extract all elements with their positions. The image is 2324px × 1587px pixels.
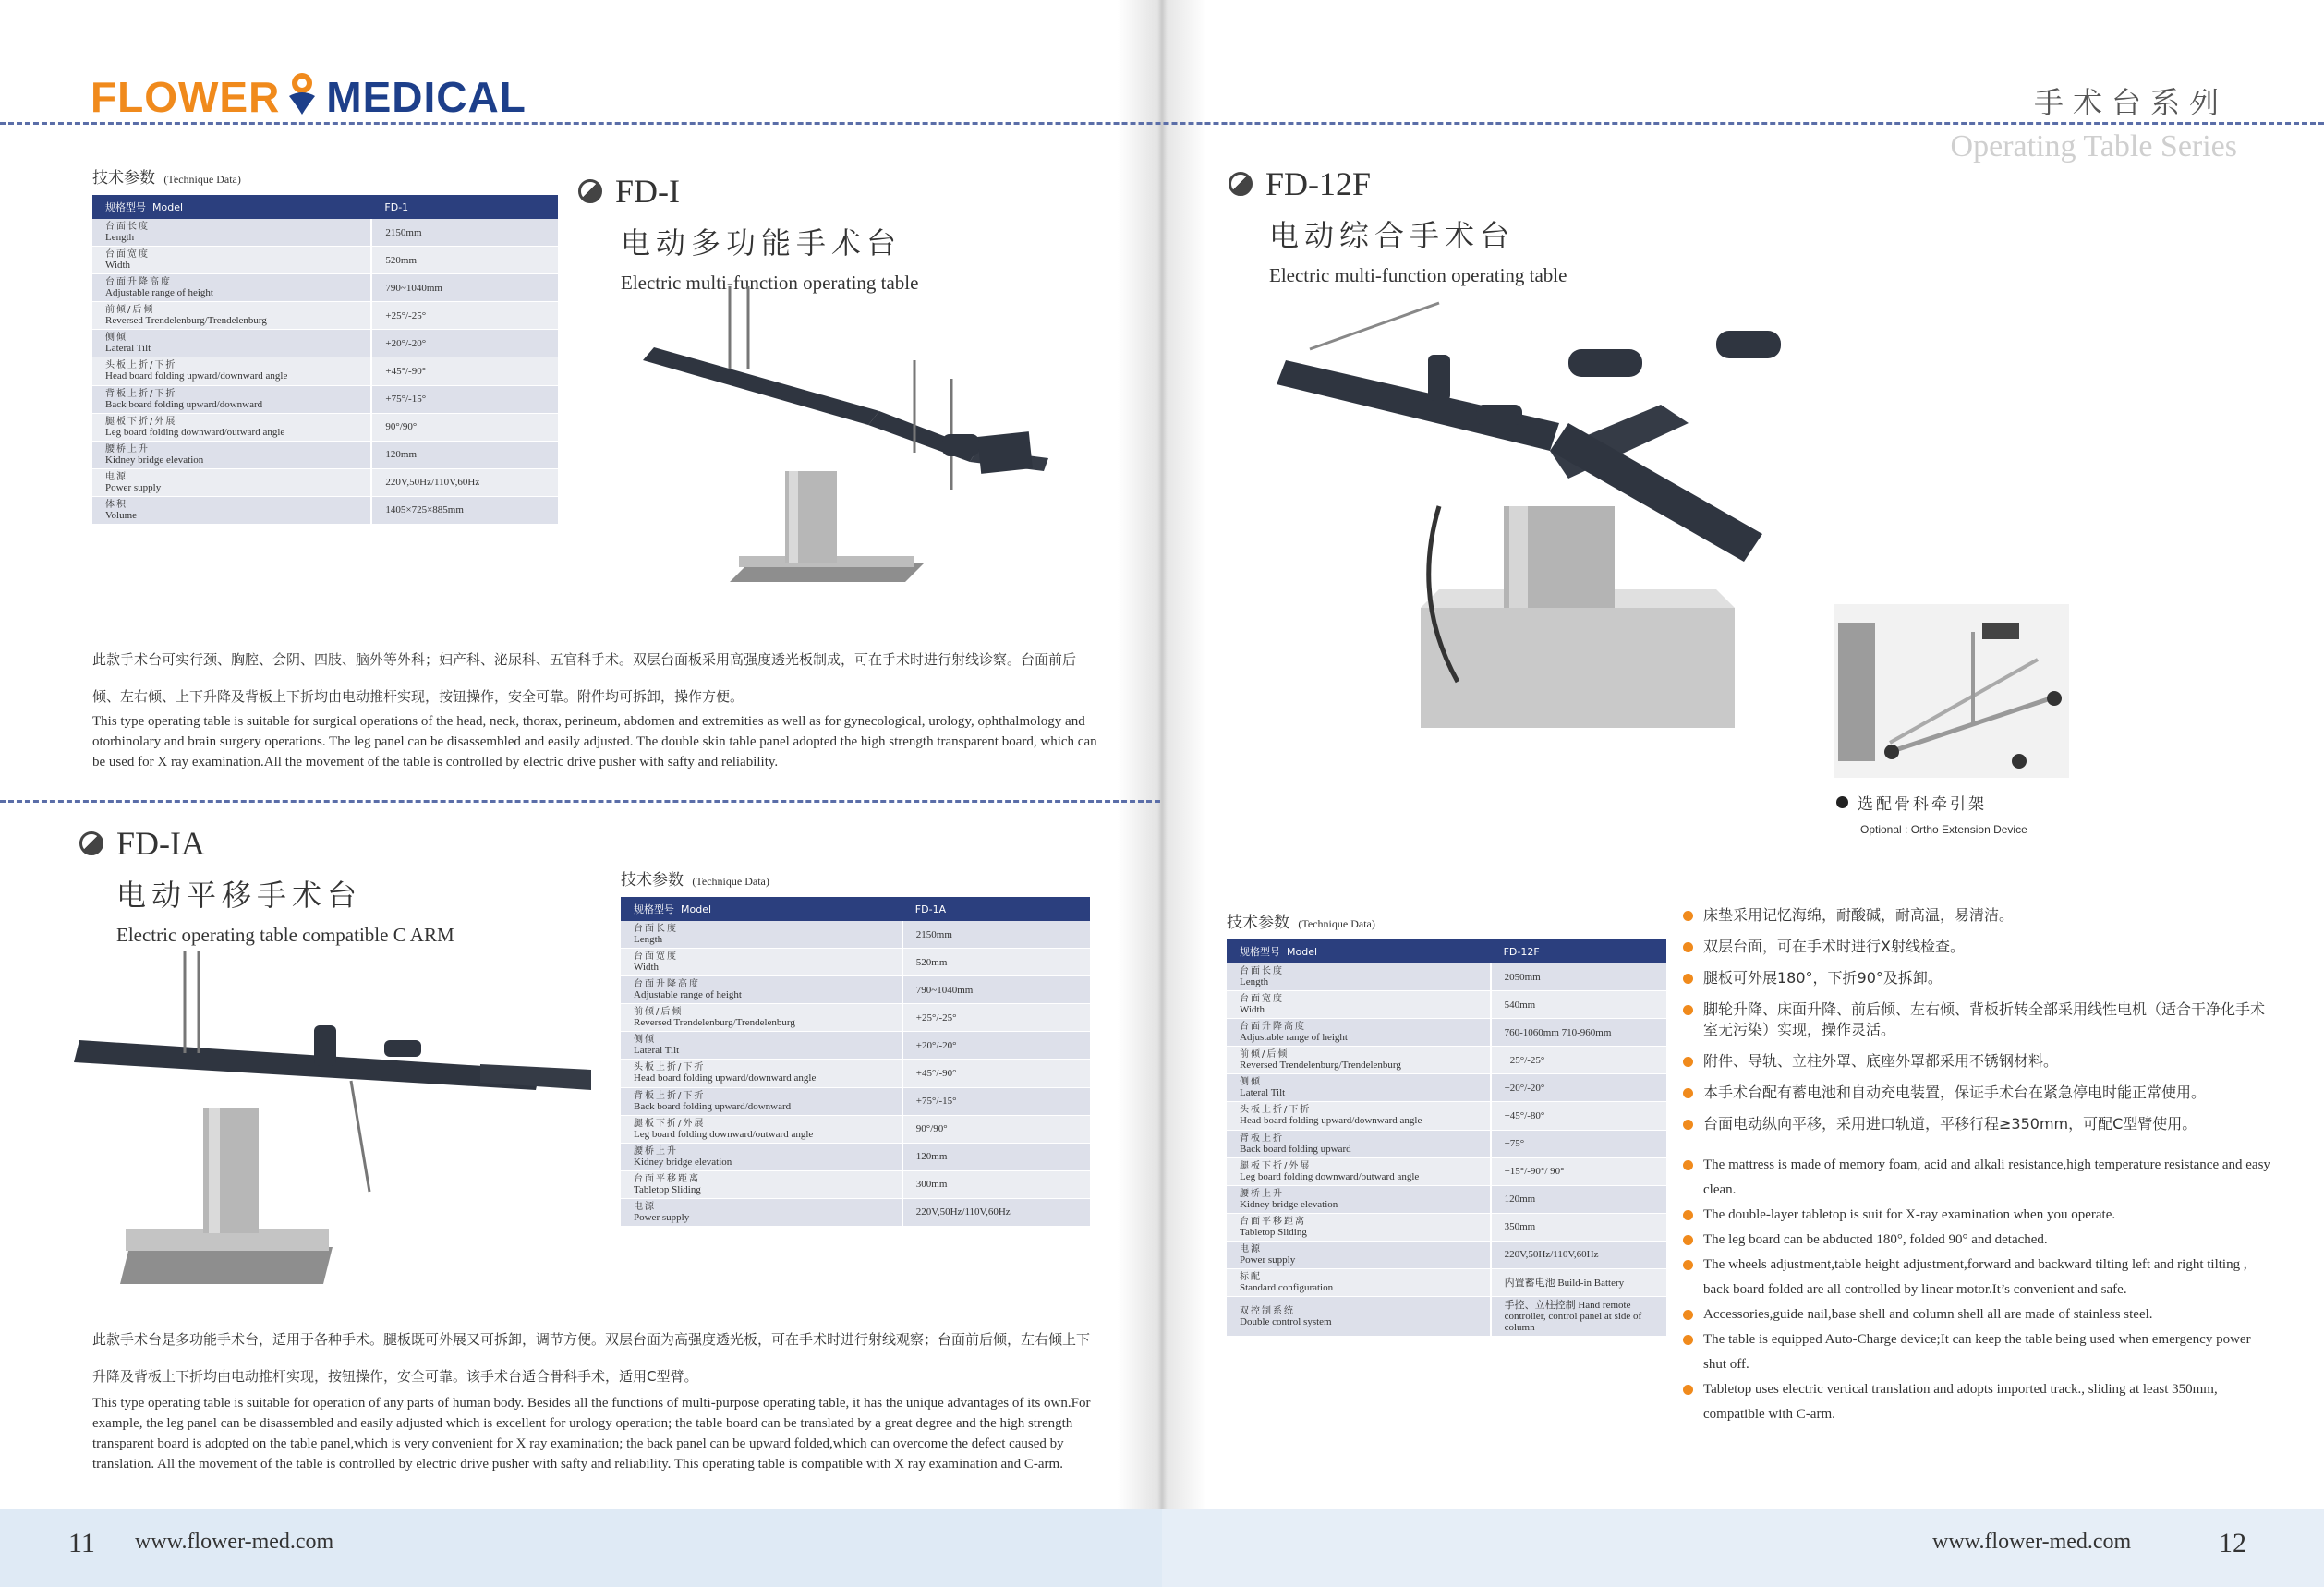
spec-row [621,1004,1090,1032]
fd1-spec-header-value: FD-1 [371,195,558,219]
spec-label-cn: 背板上折/下折 [634,1090,706,1101]
fd12f-name-cn: 电动综合手术台 [1269,218,1516,253]
spec-row [1227,1102,1666,1130]
right-footer-band [1162,1509,2324,1587]
spec-row [1227,1297,1666,1337]
spec-label-cn: 电源 [634,1201,656,1212]
page-number-left: 11 [68,1528,95,1558]
spec-label-cn: 头板上折/下折 [105,360,177,371]
spec-label [92,385,371,413]
spec-row [1227,963,1666,991]
feature-text: 脚轮升降、床面升降、前后倾、左右倾、背板折转全部采用线性电机（适合干净化手术室无污染）实现，操作灵活。 [1703,1000,2266,1038]
spec-label-en: Leg board folding downward/outward angle [1240,1170,1420,1182]
spec-label [621,1032,902,1060]
spec-value: 内置蓄电池 Build-in Battery [1491,1269,1666,1297]
spec-label-en: Back board folding upward/downward [634,1100,792,1112]
spec-value: +45°/-80° [1491,1102,1666,1130]
logo-text-medical: MEDICAL [326,73,527,121]
fd1-spec-title-cn: 技术参数 [92,169,155,188]
spec-label [1227,1297,1491,1337]
spec-value: +45°/-90° [902,1060,1090,1087]
spec-label-en: Standard configuration [1240,1282,1334,1294]
fd12f-spec-title-cn: 技术参数 [1227,914,1289,932]
spec-label-en: Head board folding upward/downward angle [1240,1115,1422,1127]
feature-text: 床垫采用记忆海绵，耐酸碱，耐高温，易清洁。 [1703,906,2015,924]
spec-label-en: Leg board folding downward/outward angle [105,426,285,438]
orange-bullet-icon [1683,1120,1693,1130]
fd1a-spec-title [621,866,1090,890]
spec-label-en: Tabletop Sliding [634,1183,701,1195]
fd12f-table-photo [1273,294,1827,737]
spec-value: 2150mm [371,219,558,247]
page-number-right: 12 [2219,1528,2246,1558]
spec-value: +75° [1491,1130,1666,1157]
header-divider [0,122,2324,125]
spec-value: +20°/-20° [371,330,558,357]
spec-label-en: Power supply [1240,1254,1296,1266]
fd1a-model-name: FD-IA [116,825,205,862]
feature-item [1681,1153,2272,1203]
orange-bullet-icon [1683,1335,1693,1345]
spec-row [1227,1130,1666,1157]
spec-label [92,219,371,247]
spec-label-cn: 背板上折/下折 [105,388,177,399]
model-bullet-icon [79,831,103,855]
spec-value: +20°/-20° [1491,1074,1666,1102]
fd1-spec-body [92,219,558,525]
spec-row [92,247,558,274]
spec-row [621,1143,1090,1170]
feature-text: The mattress is made of memory foam, acid and alkali resistance,high temperature resistance and easy clean. [1703,1157,2270,1197]
fd1-desc-en: This type operating table is suitable for surgical operations of the head, neck, thorax, perineum, abdomen and extremities as well as for gynecological, urology, ophthalmology and otorhinolary and brain surgery operations. The leg panel can be disassembled and easily adjusted. The double skin table panel adopted the high strength transparent board, which can be used for X ray examination.All the movement of the table is controlled by electric drive pusher with safty and reliability. [92,714,1097,769]
spec-label-cn: 台面宽度 [634,951,678,963]
spec-value: +15°/-90°/ 90° [1491,1157,1666,1185]
fd1-heading [578,172,918,295]
spec-label [1227,1157,1491,1185]
spec-label-cn: 体积 [105,499,127,510]
spec-label [621,1087,902,1115]
spec-label-cn: 标配 [1240,1272,1262,1283]
brand-logo [91,67,527,122]
spec-row [1227,1074,1666,1102]
spec-label [92,496,371,524]
spec-label-en: Reversed Trendelenburg/Trendelenburg [1240,1060,1401,1072]
spec-label [92,274,371,302]
spec-row [92,468,558,496]
spec-value: 760-1060mm 710-960mm [1491,1019,1666,1047]
spec-label-en: Lateral Tilt [1240,1087,1286,1099]
spec-label-en: Adjustable range of height [105,287,213,299]
spec-value: 2150mm [902,921,1090,949]
spec-label-en: Tabletop Sliding [1240,1226,1307,1238]
spec-label-cn: 台面升降高度 [1240,1022,1306,1033]
spec-label-cn: 侧倾 [1240,1077,1262,1088]
logo-text-flower: FLOWER [91,73,281,121]
spec-value: 120mm [902,1143,1090,1170]
spec-label-cn: 头板上折/下折 [634,1062,706,1073]
fd1a-name-cn: 电动平移手术台 [116,878,363,913]
fd1a-desc-cn: 此款手术台是多功能手术台，适用于各种手术。腿板既可外展又可拆卸，调节方便。双层台面为高强度透光板，可在手术时进行射线观察；台面前后倾，左右倾上下升降及背板上下折均由电动推杆实现，按钮操作，安全可靠。该手术台适合骨科手术，适用C型臂。 [92,1331,1091,1385]
spec-label-en: Width [1240,1004,1265,1016]
spec-label [621,1170,902,1198]
features-list-en [1681,1153,2272,1427]
fd1a-name-en: Electric operating table compatible C ARM [116,924,454,946]
fd12f-spec-title-en: (Technique Data) [1298,917,1375,930]
optional-accessory-caption [1836,791,2027,836]
spec-label-en: Kidney bridge elevation [634,1156,732,1168]
feature-text: 本手术台配有蓄电池和自动充电装置，保证手术台在紧急停电时能正常使用。 [1703,1084,2207,1101]
spec-row [1227,1019,1666,1047]
series-title-cn: 手术台系列 [2033,85,2228,120]
feature-item [1681,1302,2272,1327]
fd12f-spec-body [1227,963,1666,1337]
spec-label-cn: 腿板下折/外展 [105,416,177,427]
book-spine-shadow [1118,0,1206,1587]
spec-label [1227,1074,1491,1102]
spec-label-en: Width [105,260,131,272]
spec-value: 2050mm [1491,963,1666,991]
spec-row [92,385,558,413]
spec-label-cn: 双控制系统 [1240,1305,1295,1316]
spec-row [621,1032,1090,1060]
spec-label [1227,1241,1491,1268]
spec-row [1227,1185,1666,1213]
fd1a-spec-header-row [621,897,1090,921]
spec-label-en: Adjustable range of height [1240,1032,1348,1044]
orange-bullet-icon [1683,1210,1693,1220]
fd12f-spec-block [1227,909,1666,1337]
fd1a-table-photo [74,951,591,1293]
spec-label-en: Double control system [1240,1315,1332,1327]
spec-label-cn: 腰桥上升 [634,1145,678,1157]
spec-label-en: Power supply [634,1211,690,1223]
fd1-name-cn: 电动多功能手术台 [621,225,902,260]
spec-label-en: Kidney bridge elevation [1240,1198,1338,1210]
fd12f-spec-header-value: FD-12F [1491,939,1666,963]
series-title-en: Operating Table Series [1950,129,2237,164]
feature-item [1681,1114,2272,1134]
spec-value: 120mm [371,441,558,468]
spec-label-en: Leg board folding downward/outward angle [634,1128,814,1140]
spec-value: 520mm [902,949,1090,976]
feature-text: The leg board can be abducted 180°, folded 90° and detached. [1703,1232,2048,1247]
spec-row [92,357,558,385]
fd1a-spec-body [621,921,1090,1227]
fd1-model-name: FD-I [615,173,680,210]
spec-label-cn: 台面升降高度 [634,979,700,990]
spec-row [92,219,558,247]
fd12f-spec-header-label: 规格型号 Model [1227,939,1491,963]
spec-label [92,247,371,274]
feature-item [1681,937,2272,957]
spec-label-cn: 头板上折/下折 [1240,1105,1312,1116]
features-list-cn [1681,905,2272,1134]
orange-bullet-icon [1683,942,1693,952]
fd1a-spec-header-label: 规格型号 Model [621,897,902,921]
footer-url-left: www.flower-med.com [135,1530,334,1554]
fd1-table-photo [637,286,1071,600]
spec-value: 90°/90° [371,413,558,441]
feature-item [1681,1377,2272,1427]
fd1a-heading [79,824,454,947]
orange-bullet-icon [1683,1385,1693,1395]
spec-row [1227,1047,1666,1074]
spec-label [92,468,371,496]
fd1-spec-title [92,164,558,188]
spec-label [621,1198,902,1226]
fd1a-spec-title-cn: 技术参数 [621,871,684,890]
spec-label-en: Volume [105,509,138,521]
spec-label-cn: 台面平移距离 [1240,1216,1306,1227]
feature-text: Accessories,guide nail,base shell and column shell all are made of stainless steel. [1703,1307,2153,1322]
spec-label [621,976,902,1004]
fd12f-spec-header-row [1227,939,1666,963]
spec-value: 手控、立柱控制 Hand remote controller, control panel at side of column [1491,1297,1666,1337]
fd1a-spec-header-value: FD-1A [902,897,1090,921]
spec-value: 1405×725×885mm [371,496,558,524]
spec-label [621,949,902,976]
orange-bullet-icon [1683,974,1693,984]
spec-label [1227,1102,1491,1130]
spec-value: 220V,50Hz/110V,60Hz [371,468,558,496]
spec-label [621,1060,902,1087]
spec-label [1227,991,1491,1019]
spec-label [1227,1185,1491,1213]
spec-row [1227,1241,1666,1268]
spec-label-cn: 腰桥上升 [105,443,150,454]
left-section-divider [0,800,1160,803]
spec-value: 520mm [371,247,558,274]
spec-label-en: Head board folding upward/downward angle [634,1072,817,1084]
spec-value: +25°/-25° [371,302,558,330]
feature-item [1681,1203,2272,1228]
spec-row [621,1060,1090,1087]
spec-label [92,330,371,357]
spec-row [621,949,1090,976]
spec-label [92,441,371,468]
optional-caption-cn: 选配骨科牵引架 [1836,791,2027,814]
fd1-spec-header-label: 规格型号 Model [92,195,371,219]
orange-bullet-icon [1683,911,1693,921]
spec-label [621,1004,902,1032]
spec-value: 90°/90° [902,1115,1090,1143]
feature-text: 双层台面，可在手术时进行X射线检查。 [1703,938,1965,955]
model-bullet-icon [1229,172,1253,196]
fd1-spec-block [92,164,558,525]
spec-row [621,976,1090,1004]
spec-row [621,1170,1090,1198]
spec-label-en: Reversed Trendelenburg/Trendelenburg [105,315,267,327]
orange-bullet-icon [1683,1088,1693,1098]
spec-value: +25°/-25° [902,1004,1090,1032]
spec-label-en: Lateral Tilt [105,343,151,355]
spec-value: +45°/-90° [371,357,558,385]
spec-label-cn: 腿板下折/外展 [634,1118,706,1129]
spec-row [621,1198,1090,1226]
spec-label-cn: 前倾/后倾 [1240,1049,1289,1060]
spec-value: 790~1040mm [371,274,558,302]
spec-label-en: Adjustable range of height [634,989,742,1001]
feature-text: The table is equipped Auto-Charge device;It can keep the table being used when emergency power shut off. [1703,1332,2251,1372]
spec-label [1227,1269,1491,1297]
spec-row [621,921,1090,949]
spec-row [621,1087,1090,1115]
feature-text: 附件、导轨、立柱外罩、底座外罩都采用不锈钢材料。 [1703,1052,2059,1070]
spec-label-cn: 电源 [105,471,127,482]
fd1a-desc-en: This type operating table is suitable for operation of any parts of human body. Besides all the functions of multi-purpose operating table, it has the unique advantages of its own.For example, the leg panel can be disassembled and easily adjusted which is excellent for urology operation; the table board can be translated by a great degree and the high strength transparent board is adopted on the table panel,which is very convenient for X ray examination; the back panel can be upward folded,which can overcome the defect caused by translation. All the movement of the table is controlled by electric drive pusher with safty and reliability. This operating table is compatible with X ray examination and C-arm. [92,1396,1091,1472]
spec-label-en: Length [105,232,135,243]
spec-label-cn: 前倾/后倾 [634,1007,684,1018]
fd12f-heading [1229,164,1567,287]
spec-value: +75°/-15° [371,385,558,413]
optional-caption-en: Optional : Ortho Extension Device [1860,823,2027,836]
ortho-device-photo [1834,604,2069,778]
spec-value: +20°/-20° [902,1032,1090,1060]
orange-bullet-icon [1683,1310,1693,1320]
spec-label-cn: 台面宽度 [1240,994,1284,1005]
spec-row [1227,991,1666,1019]
fd1a-spec-block [621,866,1090,1227]
spec-label-cn: 前倾/后倾 [105,305,155,316]
spec-label [1227,1019,1491,1047]
spec-value: 120mm [1491,1185,1666,1213]
spec-label-cn: 侧倾 [634,1035,656,1046]
feature-item [1681,1051,2272,1072]
orange-bullet-icon [1683,1005,1693,1015]
spec-row [92,413,558,441]
feature-text: The double-layer tabletop is suit for X-ray examination when you operate. [1703,1207,2116,1222]
spec-value: +25°/-25° [1491,1047,1666,1074]
spec-value: 350mm [1491,1213,1666,1241]
fd12f-model-name: FD-12F [1265,165,1372,202]
spec-label [1227,1213,1491,1241]
spec-row [92,302,558,330]
spec-value: 220V,50Hz/110V,60Hz [902,1198,1090,1226]
feature-item [1681,905,2272,926]
spec-value: 220V,50Hz/110V,60Hz [1491,1241,1666,1268]
spec-label-en: Power supply [105,481,162,493]
spec-row [1227,1157,1666,1185]
spec-label-en: Reversed Trendelenburg/Trendelenburg [634,1017,795,1029]
spec-label-cn: 侧倾 [105,333,127,344]
fd1-spec-title-en: (Technique Data) [163,173,241,186]
feature-item [1681,968,2272,988]
spec-value: 540mm [1491,991,1666,1019]
feature-text: 腿板可外展180°，下折90°及拆卸。 [1703,969,1943,987]
spec-label-cn: 腰桥上升 [1240,1188,1284,1199]
spec-value: +75°/-15° [902,1087,1090,1115]
spec-label-en: Back board folding upward/downward [105,398,263,410]
spec-label-cn: 台面升降高度 [105,277,172,288]
fd12f-name-en: Electric multi-function operating table [1269,264,1567,286]
fd12f-spec-title [1227,909,1666,932]
spec-label [1227,963,1491,991]
feature-item [1681,999,2272,1040]
fd12f-features [1681,905,2272,1427]
spec-label-cn: 台面长度 [105,222,150,232]
spec-label-en: Width [634,962,660,974]
spec-row [92,441,558,468]
spec-label-en: Head board folding upward/downward angle [105,370,288,382]
footer-url-right: www.flower-med.com [1932,1530,2132,1554]
spec-label-en: Length [634,934,663,945]
fd1-spec-header-row [92,195,558,219]
fd1-spec-table [92,195,558,525]
spec-row [621,1115,1090,1143]
feature-item [1681,1083,2272,1103]
spec-row [92,496,558,524]
spec-label [1227,1130,1491,1157]
orange-bullet-icon [1683,1057,1693,1067]
feature-item [1681,1228,2272,1253]
spec-label-en: Back board folding upward [1240,1143,1351,1155]
spec-label-cn: 台面长度 [634,924,678,934]
spec-label-en: Length [1240,976,1269,987]
fd1-desc-cn: 此款手术台可实行颈、胸腔、会阴、四肢、脑外等外科；妇产科、泌尿科、五官科手术。双层台面板采用高强度透光板制成，可在手术时进行射线诊察。台面前后倾、左右倾、上下升降及背板上下折均由电动推杆实现，按钮操作，安全可靠。附件均可拆卸，操作方便。 [92,651,1077,705]
fd1-name-en: Electric multi-function operating table [621,272,919,294]
spec-value: 300mm [902,1170,1090,1198]
spec-label [621,1143,902,1170]
orange-bullet-icon [1683,1160,1693,1170]
feature-text: Tabletop uses electric vertical translation and adopts imported track., sliding at least 350mm, compatible with C-arm. [1703,1382,2218,1422]
spec-label [92,413,371,441]
model-bullet-icon [578,179,602,203]
feature-text: 台面电动纵向平移，采用进口轨道，平移行程≥350mm，可配C型臂使用。 [1703,1115,2197,1133]
orange-bullet-icon [1683,1260,1693,1270]
spec-label [621,921,902,949]
spec-row [92,330,558,357]
feature-text: The wheels adjustment,table height adjustment,forward and backward tilting left and right tilting , back board folded are all controlled by linear motor.It’s convenient and safe. [1703,1257,2247,1297]
spec-label-en: Lateral Tilt [634,1045,680,1057]
orange-bullet-icon [1683,1235,1693,1245]
spec-row [1227,1269,1666,1297]
spec-label [92,302,371,330]
feature-item [1681,1253,2272,1302]
spec-label [621,1115,902,1143]
spec-label-cn: 台面宽度 [105,249,150,260]
spec-label [1227,1047,1491,1074]
fd1a-spec-table [621,897,1090,1227]
spec-label-cn: 台面平移距离 [634,1173,700,1184]
spec-label [92,357,371,385]
spec-label-cn: 台面长度 [1240,966,1284,976]
spec-value: 790~1040mm [902,976,1090,1004]
spec-label-cn: 背板上折 [1240,1133,1284,1144]
spec-label-en: Kidney bridge elevation [105,454,204,466]
feature-item [1681,1327,2272,1377]
spec-label-cn: 电源 [1240,1243,1262,1254]
fd1a-spec-title-en: (Technique Data) [692,875,769,888]
fd12f-spec-table [1227,939,1666,1337]
spec-label-cn: 腿板下折/外展 [1240,1160,1312,1171]
flower-logo-icon [284,68,321,116]
spec-row [1227,1213,1666,1241]
spec-row [92,274,558,302]
